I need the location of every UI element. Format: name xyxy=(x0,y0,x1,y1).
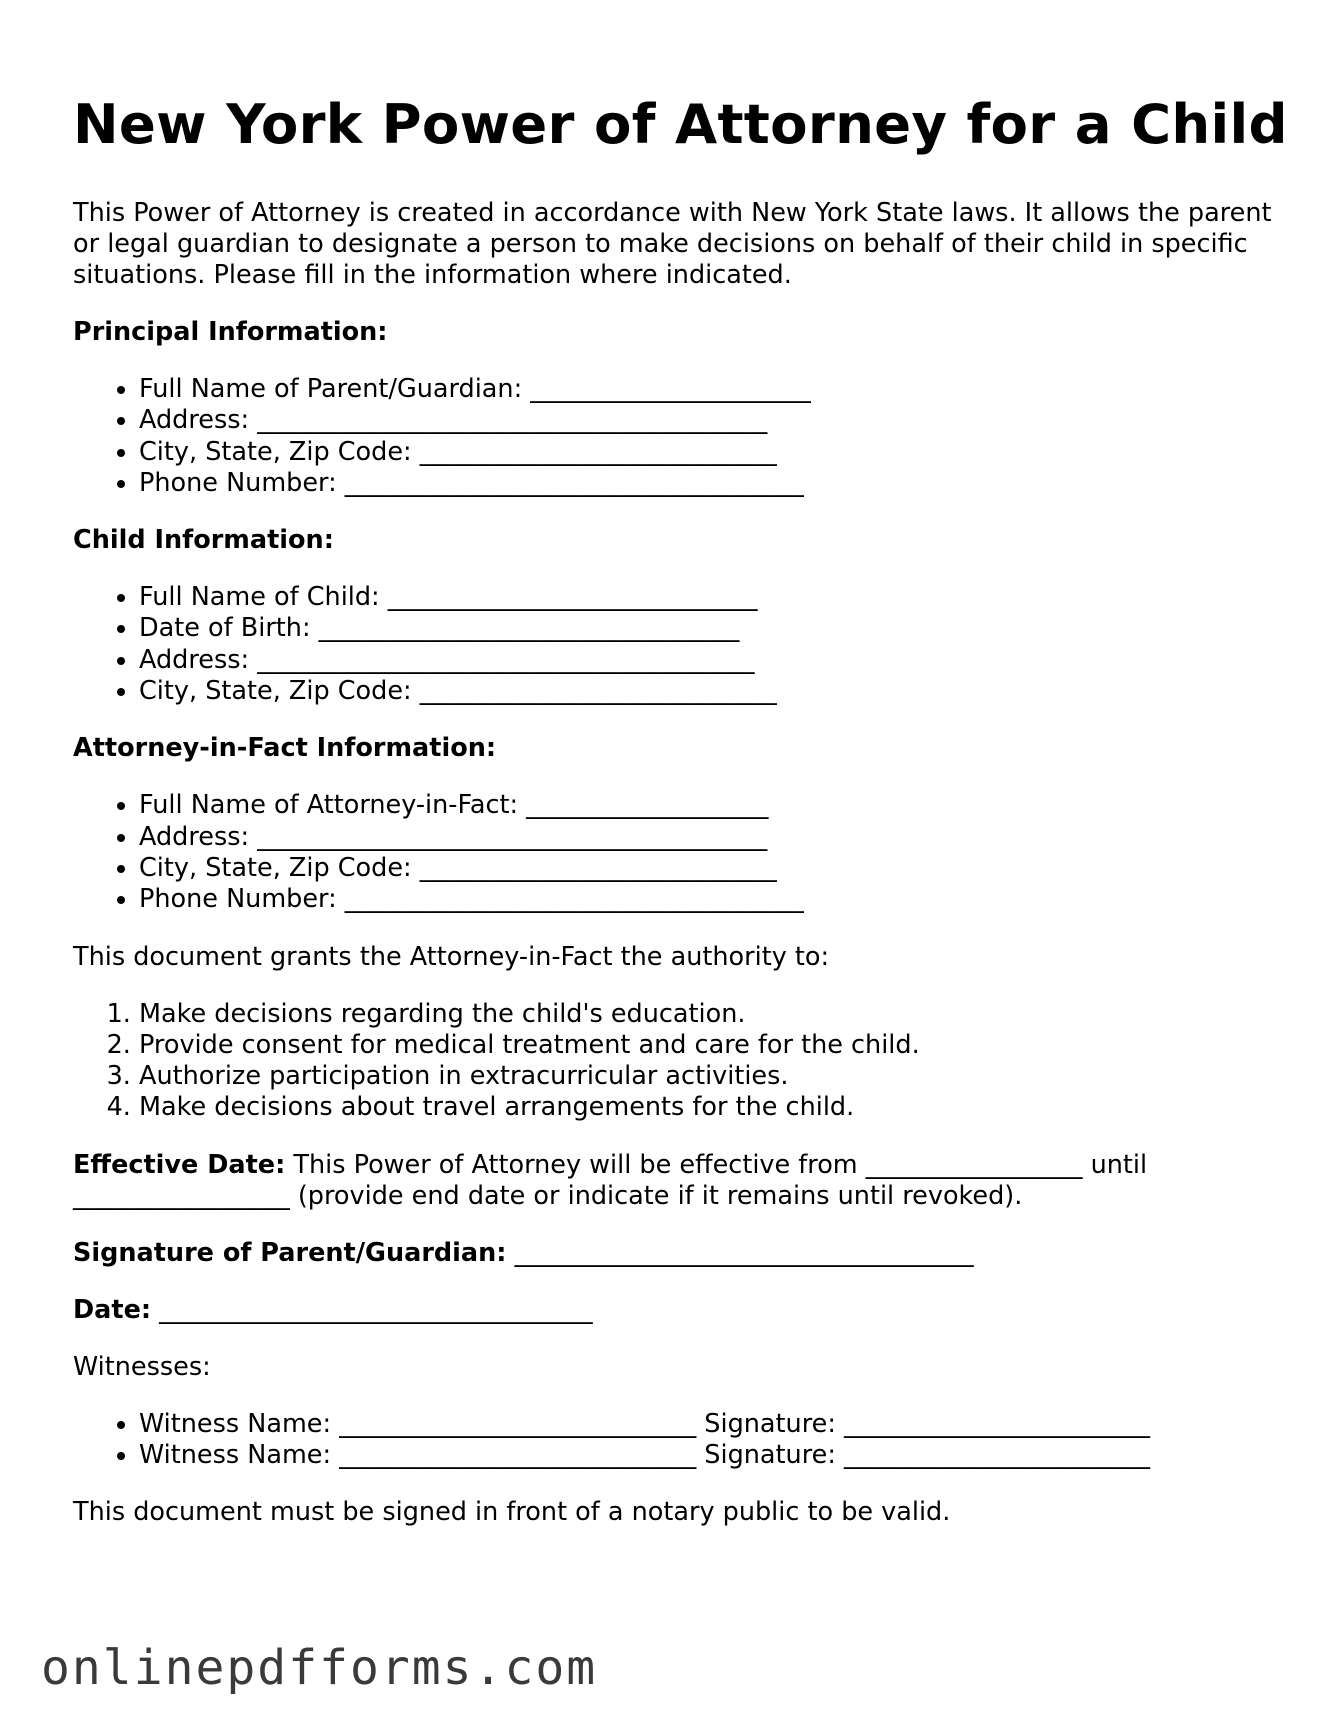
principal-phone-field: • Phone Number: ____________________________________ xyxy=(139,468,1293,499)
document-page xyxy=(73,88,1293,1528)
site-watermark: onlinepdfforms.com xyxy=(41,1640,598,1696)
effective-date-label: Effective Date: xyxy=(73,1149,286,1180)
signature-line xyxy=(73,1238,1293,1269)
child-dob-field: • Date of Birth: _________________________________ xyxy=(139,613,1293,644)
authority-item: 2. Provide consent for medical treatment and care for the child. xyxy=(139,1030,1293,1061)
intro-paragraph: This Power of Attorney is created in accordance with New York State laws. It allows the parent or legal guardian to designate a person to make decisions on behalf of their child in specific situations. Please fill in the information where indicated. xyxy=(73,198,1272,290)
attorney-list xyxy=(73,790,1293,915)
attorney-heading: Attorney-in-Fact Information: xyxy=(73,733,497,764)
authority-item: 1. Make decisions regarding the child's education. xyxy=(139,999,1293,1030)
child-list xyxy=(73,582,1293,707)
attorney-city-field: • City, State, Zip Code: ____________________________ xyxy=(139,853,1293,884)
effective-date-paragraph xyxy=(73,1150,1293,1212)
signature-blank: ____________________________________ xyxy=(514,1237,974,1268)
signature-label: Signature of Parent/Guardian: xyxy=(73,1237,507,1268)
child-address-field: • Address: _______________________________________ xyxy=(139,645,1293,676)
child-heading: Child Information: xyxy=(73,525,334,556)
principal-name-field: • Full Name of Parent/Guardian: ______________________ xyxy=(139,374,1293,405)
attorney-phone-field: • Phone Number: ____________________________________ xyxy=(139,884,1293,915)
child-city-field: • City, State, Zip Code: ____________________________ xyxy=(139,676,1293,707)
principal-heading: Principal Information: xyxy=(73,317,388,347)
attorney-name-field: • Full Name of Attorney-in-Fact: ___________________ xyxy=(139,790,1293,821)
authority-list xyxy=(73,999,1293,1124)
witness-row: • Witness Name: ____________________________ Signature: ________________________ xyxy=(139,1440,1293,1471)
principal-list xyxy=(73,374,1293,499)
witnesses-list xyxy=(73,1409,1293,1472)
effective-date-text: This Power of Attorney will be effective from _________________ until _________________ (provide end date or indicate if it remains until revoked). xyxy=(73,1149,1148,1211)
principal-address-field: • Address: ________________________________________ xyxy=(139,405,1293,436)
witnesses-heading: Witnesses: xyxy=(73,1351,211,1382)
document-title: New York Power of Attorney for a Child xyxy=(73,92,1288,156)
date-line xyxy=(73,1295,1293,1326)
attorney-address-field: • Address: ________________________________________ xyxy=(139,822,1293,853)
child-name-field: • Full Name of Child: _____________________________ xyxy=(139,582,1293,613)
authority-intro: This document grants the Attorney-in-Fact the authority to: xyxy=(73,941,830,972)
authority-item: 4. Make decisions about travel arrangements for the child. xyxy=(139,1092,1293,1123)
principal-city-field: • City, State, Zip Code: ____________________________ xyxy=(139,437,1293,468)
witness-row: • Witness Name: ____________________________ Signature: ________________________ xyxy=(139,1409,1293,1440)
date-blank: __________________________________ xyxy=(159,1294,593,1325)
date-label: Date: xyxy=(73,1294,152,1325)
authority-item: 3. Authorize participation in extracurricular activities. xyxy=(139,1061,1293,1092)
notary-note: This document must be signed in front of a notary public to be valid. xyxy=(73,1497,951,1528)
